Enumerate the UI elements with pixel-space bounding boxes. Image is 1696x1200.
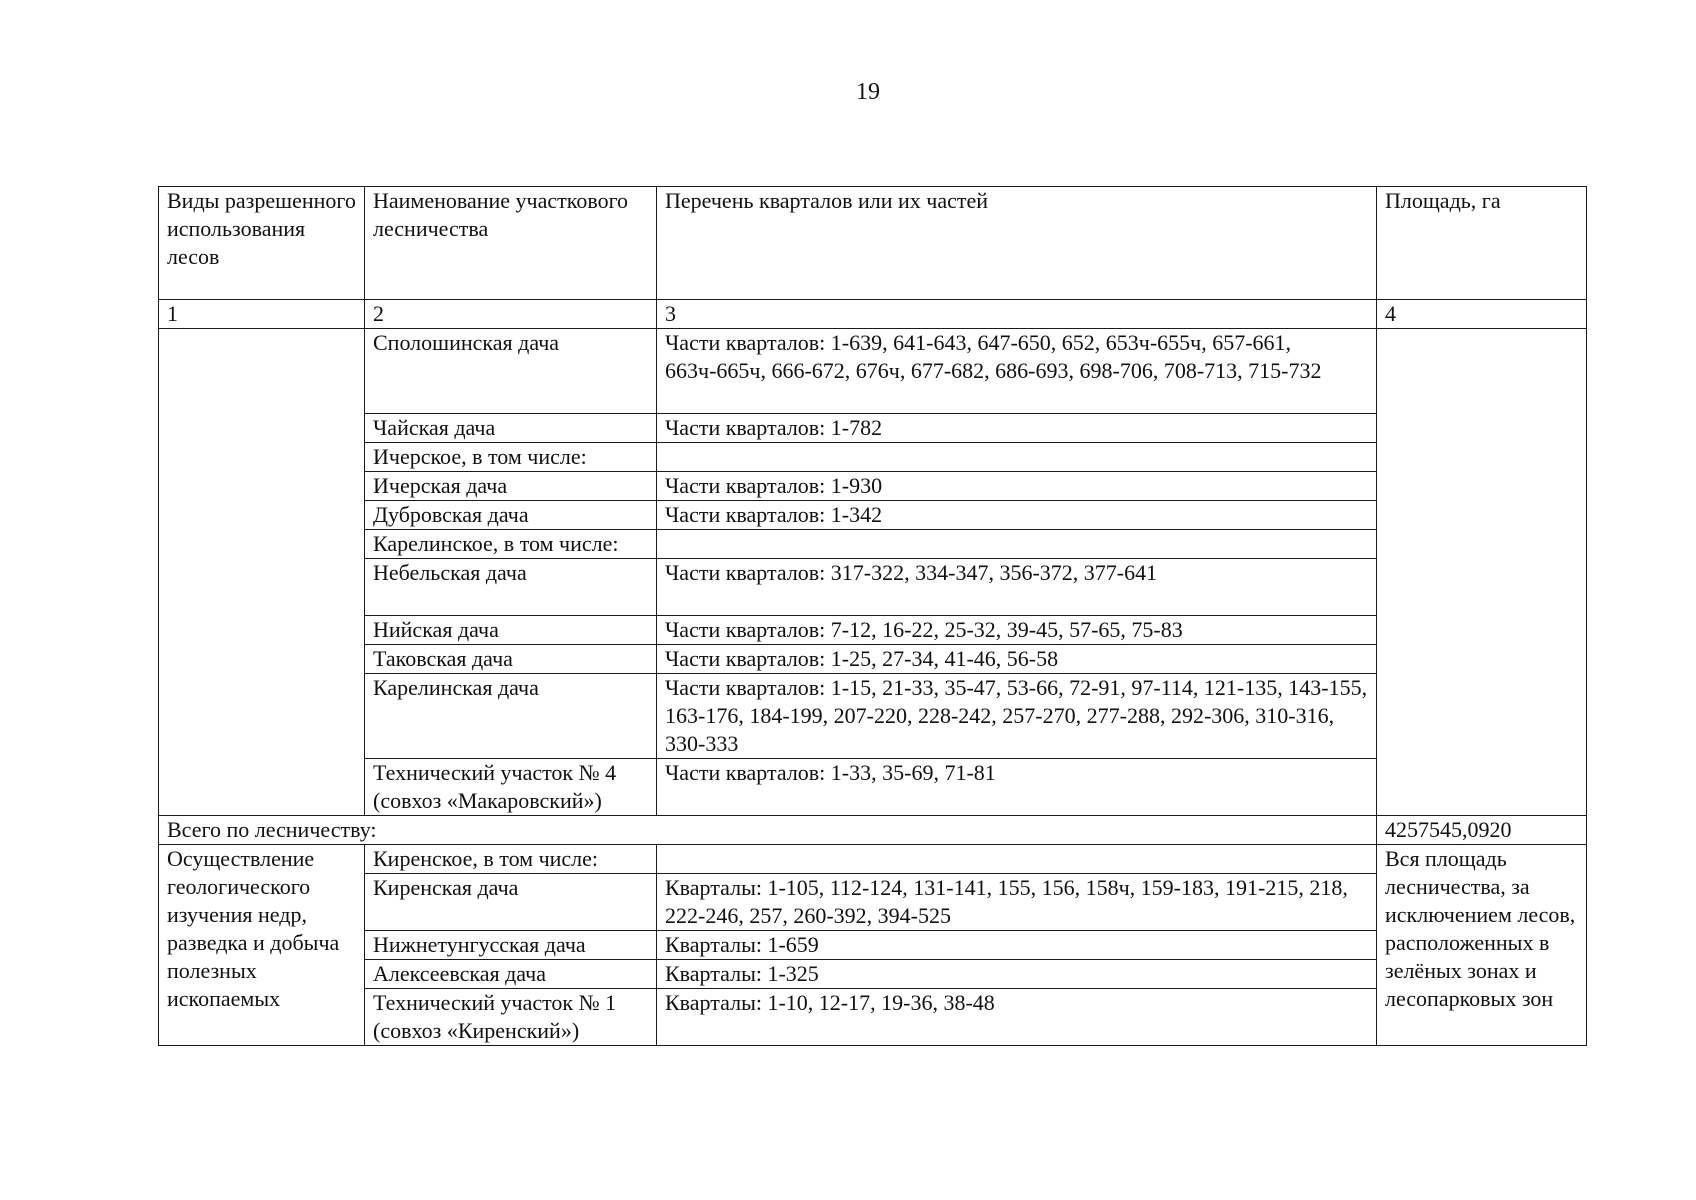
forestry-name: Технический участок № 1 (совхоз «Киренский») — [365, 989, 657, 1046]
table-row — [159, 559, 1587, 616]
quarters: Кварталы: 1-105, 112-124, 131-141, 155, 156, 158ч, 159-183, 191-215, 218, 222-246, 257, 260-392, 394-525 — [657, 874, 1377, 931]
quarters — [657, 443, 1377, 472]
column-number: 4 — [1377, 300, 1587, 329]
quarters: Части кварталов: 1-930 — [657, 472, 1377, 501]
forestry-name: Чайская дача — [365, 414, 657, 443]
forestry-name: Киренская дача — [365, 874, 657, 931]
forestry-name: Дубровская дача — [365, 501, 657, 530]
table-row — [159, 472, 1587, 501]
header-area: Площадь, га — [1377, 187, 1587, 300]
forestry-name: Нижнетунгусская дача — [365, 931, 657, 960]
total-value: 4257545,0920 — [1377, 816, 1587, 845]
quarters: Части кварталов: 7-12, 16-22, 25-32, 39-45, 57-65, 75-83 — [657, 616, 1377, 645]
forest-use-table — [158, 186, 1587, 1046]
forestry-name: Киренское, в том числе: — [365, 845, 657, 874]
quarters: Части кварталов: 1-33, 35-69, 71-81 — [657, 759, 1377, 816]
header-use-type: Виды разрешенного использования лесов — [159, 187, 365, 300]
forestry-name: Сполошинская дача — [365, 329, 657, 414]
header-forestry-name: Наименование участкового лесничества — [365, 187, 657, 300]
quarters — [657, 530, 1377, 559]
table-row — [159, 931, 1587, 960]
quarters — [657, 845, 1377, 874]
forestry-name: Ичерская дача — [365, 472, 657, 501]
forestry-name: Технический участок № 4 (совхоз «Макаровский») — [365, 759, 657, 816]
table-row — [159, 616, 1587, 645]
table-row — [159, 501, 1587, 530]
total-row — [159, 816, 1587, 845]
forestry-name: Таковская дача — [365, 645, 657, 674]
table-row — [159, 960, 1587, 989]
table-row — [159, 845, 1587, 874]
quarters: Кварталы: 1-325 — [657, 960, 1377, 989]
quarters: Части кварталов: 317-322, 334-347, 356-372, 377-641 — [657, 559, 1377, 616]
table-row — [159, 443, 1587, 472]
forestry-name: Алексеевская дача — [365, 960, 657, 989]
total-label: Всего по лесничеству: — [159, 816, 1377, 845]
table-row — [159, 674, 1587, 759]
table-header-row — [159, 187, 1587, 300]
column-number: 3 — [657, 300, 1377, 329]
quarters: Части кварталов: 1-782 — [657, 414, 1377, 443]
column-numbers-row — [159, 300, 1587, 329]
column-number: 1 — [159, 300, 365, 329]
forestry-name: Небельская дача — [365, 559, 657, 616]
page-number: 19 — [856, 79, 880, 105]
table-row — [159, 414, 1587, 443]
column-number: 2 — [365, 300, 657, 329]
quarters: Части кварталов: 1-15, 21-33, 35-47, 53-66, 72-91, 97-114, 121-135, 143-155, 163-176, 184-199, 207-220, 228-242, 257-270, 277-288, 292-306, 310-316, 330-333 — [657, 674, 1377, 759]
quarters: Части кварталов: 1-639, 641-643, 647-650, 652, 653ч-655ч, 657-661, 663ч-665ч, 666-672, 676ч, 677-682, 686-693, 698-706, 708-713, 715-732 — [657, 329, 1377, 414]
forestry-name: Ичерское, в том числе: — [365, 443, 657, 472]
table-row — [159, 874, 1587, 931]
quarters: Части кварталов: 1-25, 27-34, 41-46, 56-58 — [657, 645, 1377, 674]
table-row — [159, 759, 1587, 816]
area-cell: Вся площадь лесничества, за исключением лесов, расположенных в зелёных зонах и лесопарковых зон — [1377, 845, 1587, 1046]
table-row — [159, 329, 1587, 414]
quarters: Кварталы: 1-10, 12-17, 19-36, 38-48 — [657, 989, 1377, 1046]
use-type-cell: Осуществление геологического изучения недр, разведка и добыча полезных ископаемых — [159, 845, 365, 1046]
quarters: Кварталы: 1-659 — [657, 931, 1377, 960]
quarters: Части кварталов: 1-342 — [657, 501, 1377, 530]
area-cell-empty — [1377, 329, 1587, 816]
forestry-name: Карелинское, в том числе: — [365, 530, 657, 559]
forestry-name: Карелинская дача — [365, 674, 657, 759]
table-row — [159, 645, 1587, 674]
use-type-cell-empty — [159, 329, 365, 816]
header-quarters-list: Перечень кварталов или их частей — [657, 187, 1377, 300]
table-row — [159, 530, 1587, 559]
forestry-name: Нийская дача — [365, 616, 657, 645]
table-row — [159, 989, 1587, 1046]
